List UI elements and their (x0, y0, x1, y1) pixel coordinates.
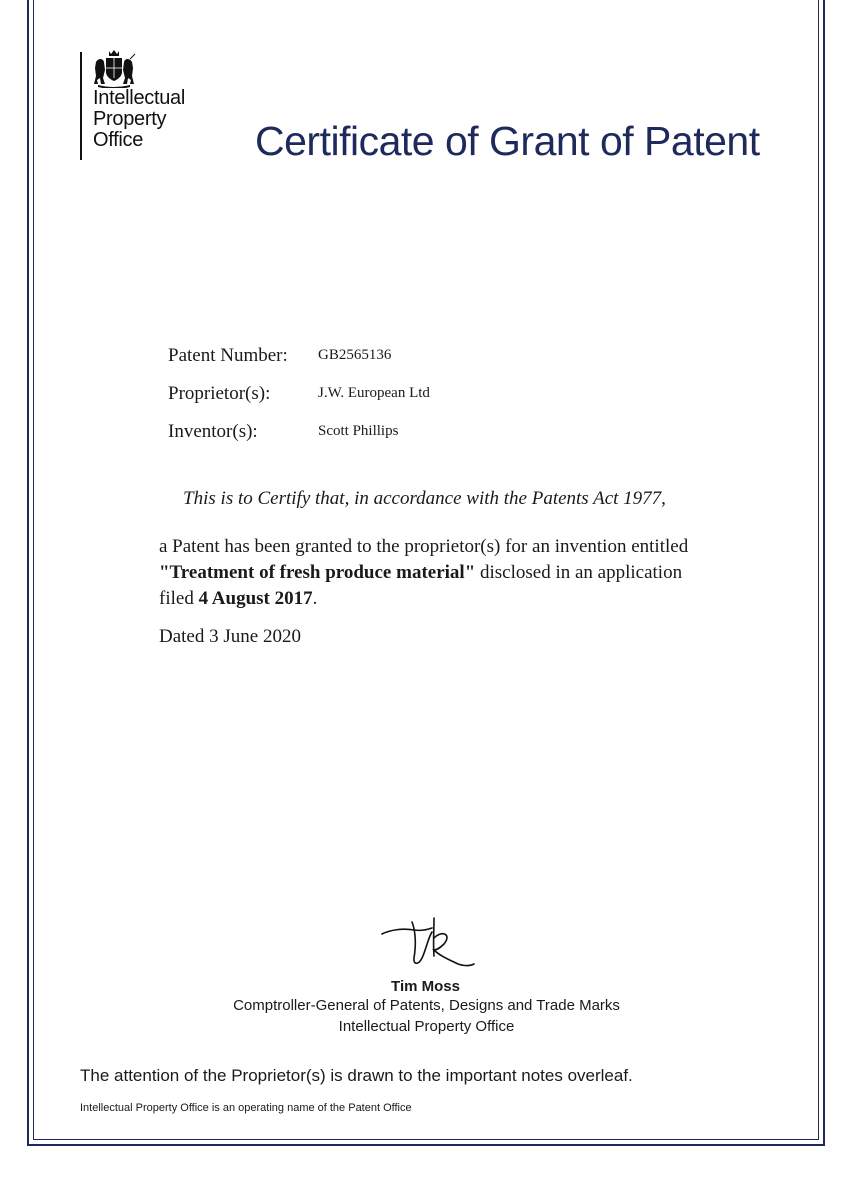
grant-line-3 (159, 586, 759, 612)
royal-coat-of-arms-icon (92, 48, 136, 88)
grant-line-2-suffix: disclosed in an application (475, 562, 683, 583)
proprietor-label: Proprietor(s): (168, 383, 271, 404)
certification-preamble: This is to Certify that, in accordance with the Patents Act 1977, (183, 488, 666, 509)
filed-suffix: . (312, 588, 318, 609)
signatory-block (0, 978, 849, 1037)
dated-line: Dated 3 June 2020 (159, 626, 301, 647)
signatory-title: Comptroller-General of Patents, Designs and Trade Marks (233, 997, 620, 1014)
invention-title: "Treatment of fresh produce material" (159, 562, 476, 583)
patent-number-label: Patent Number: (168, 345, 288, 366)
handwritten-signature-icon (378, 912, 476, 974)
grant-line-1: a Patent has been granted to the proprietor(s) for an invention entitled (159, 536, 689, 557)
signatory-name: Tim Moss (391, 978, 460, 995)
patent-number-value: GB2565136 (318, 347, 392, 363)
organization-name: Intellectual Property Office (93, 87, 186, 151)
filed-prefix: filed (159, 588, 199, 609)
inventor-label: Inventor(s): (168, 421, 258, 442)
certificate-title: Certificate of Grant of Patent (255, 118, 760, 164)
inventor-value: Scott Phillips (318, 423, 399, 439)
grant-line-2 (159, 560, 759, 586)
proprietor-value: J.W. European Ltd (318, 385, 430, 401)
attention-notice: The attention of the Proprietor(s) is drawn to the important notes overleaf. (80, 1066, 633, 1085)
logo-divider (80, 52, 82, 160)
ipo-logo (80, 48, 220, 163)
footer-note: Intellectual Property Office is an operating name of the Patent Office (80, 1102, 412, 1114)
grant-statement (159, 534, 759, 612)
filed-date: 4 August 2017 (198, 588, 313, 609)
signatory-office: Intellectual Property Office (338, 1018, 515, 1035)
